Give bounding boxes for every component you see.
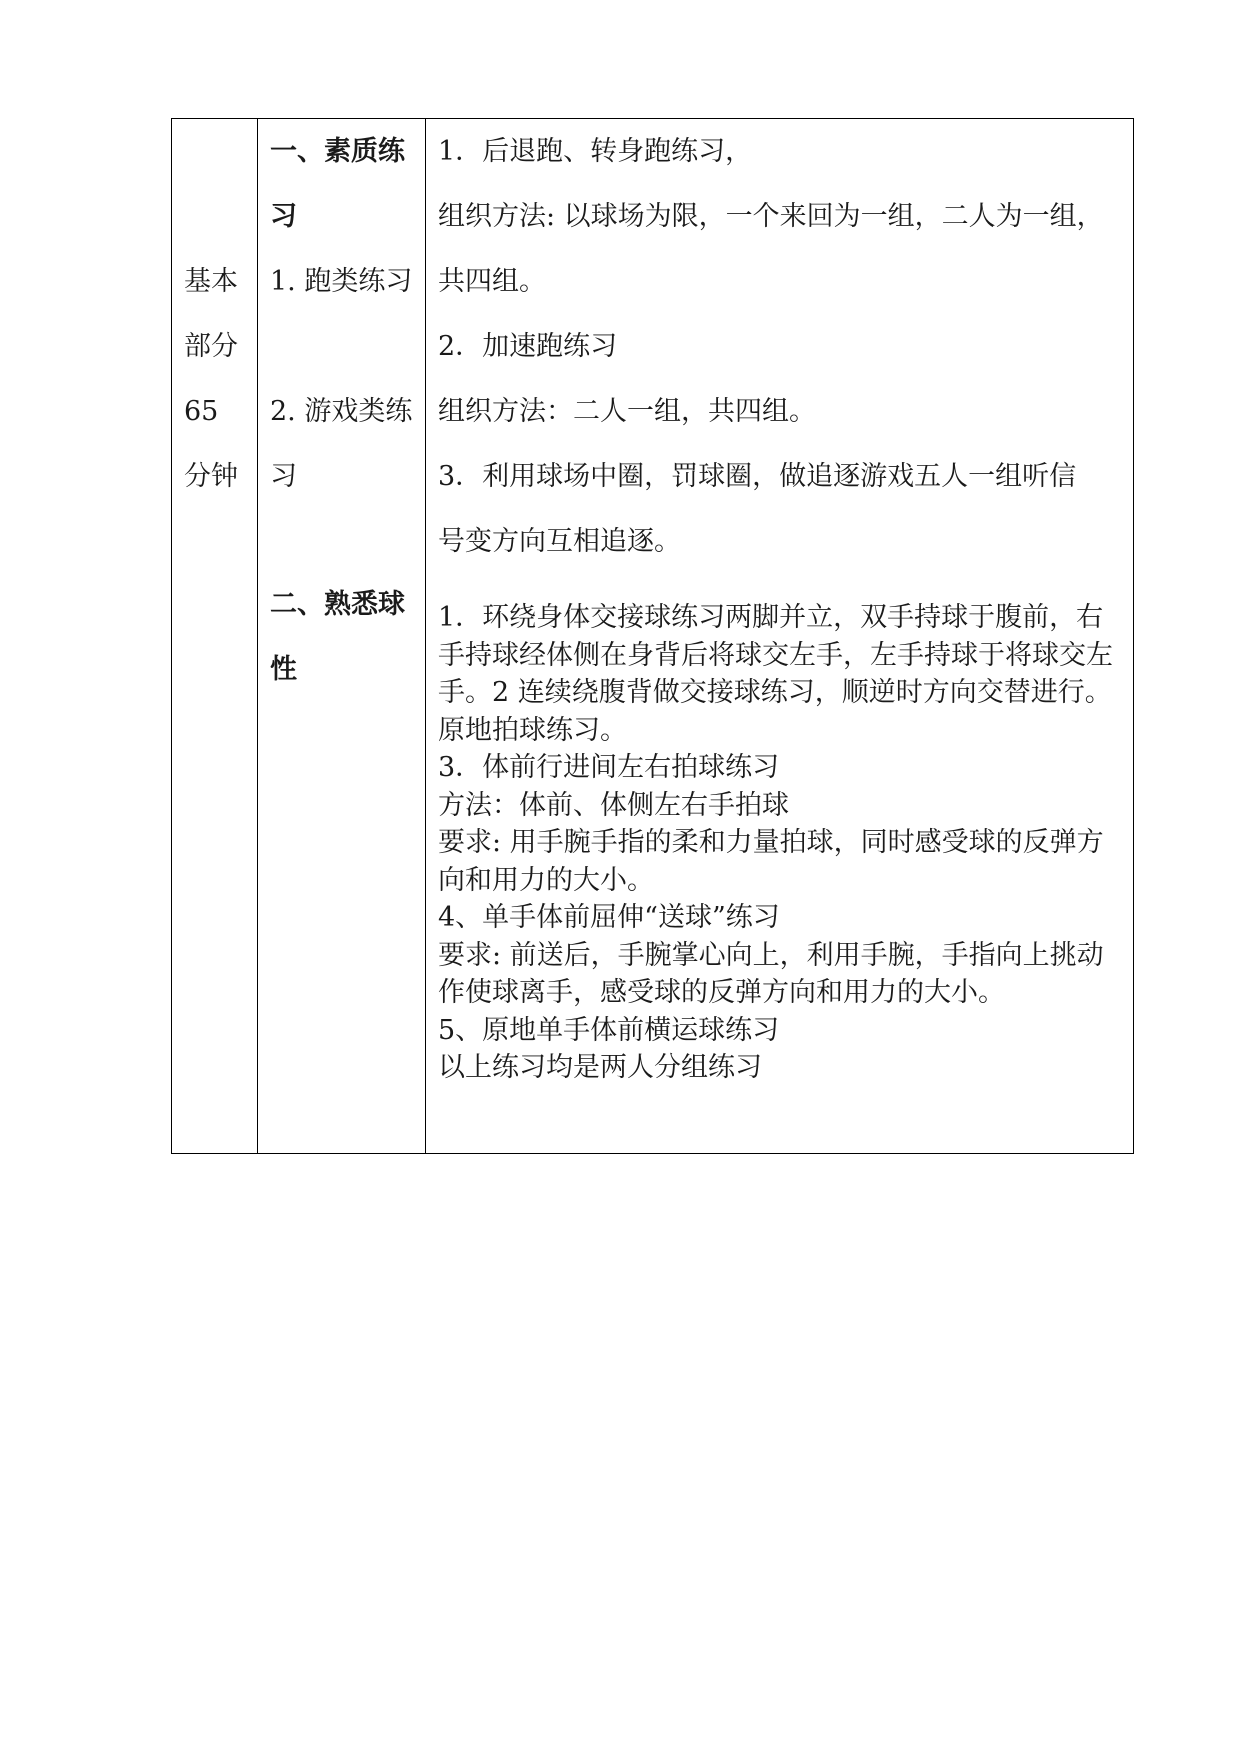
ball-drill-item: 要求: 用手腕手指的柔和力量拍球，同时感受球的反弹方向和用力的大小。 bbox=[438, 827, 1104, 896]
ball-heading: 二、熟悉球 bbox=[270, 589, 405, 620]
drill-line: 共四组。 bbox=[438, 266, 546, 297]
ball-drill-item: 3．体前行进间左右拍球练习 bbox=[438, 752, 780, 783]
topics-column bbox=[259, 119, 425, 1153]
section-label-line: 基本 bbox=[184, 266, 238, 297]
drill-line: 组织方法: 以球场为限，一个来回为一组，二人为一组， bbox=[438, 201, 1104, 232]
ball-drill-item: 4、单手体前屈伸“送球”练习 bbox=[438, 902, 780, 933]
section-duration-unit: 分钟 bbox=[184, 461, 238, 492]
lesson-plan-table bbox=[171, 118, 1134, 1154]
ball-drills-block bbox=[438, 599, 1127, 1087]
ball-drill-item: 原地拍球练习。 bbox=[438, 714, 627, 746]
content-column bbox=[428, 119, 1133, 1153]
ball-drill-item: 1．环绕身体交接球练习两脚并立，双手持球于腹前，右手持球经体侧在身背后将球交左手，左手持球于将球交左手。2 连续绕腹背做交接球练习，顺逆时方向交替进行。 bbox=[438, 602, 1113, 708]
section-duration-number: 65 bbox=[184, 396, 219, 427]
drill-line: 1．后退跑、转身跑练习， bbox=[438, 136, 753, 167]
ball-drill-item: 以上练习均是两人分组练习 bbox=[438, 1052, 762, 1083]
game-topic: 2. 游戏类练 bbox=[270, 396, 413, 427]
ball-drill-item: 方法：体前、体侧左右手拍球 bbox=[438, 789, 789, 821]
quality-heading-cont: 习 bbox=[270, 201, 297, 232]
ball-heading-cont: 性 bbox=[270, 654, 297, 685]
ball-drill-item: 要求: 前送后，手腕掌心向上，利用手腕，手指向上挑动作使球离手，感受球的反弹方向和用力的大小。 bbox=[438, 939, 1104, 1008]
drill-line: 3．利用球场中圈，罚球圈，做追逐游戏五人一组听信 bbox=[438, 461, 1077, 492]
column-divider bbox=[257, 119, 258, 1153]
drill-line: 组织方法：二人一组，共四组。 bbox=[438, 396, 816, 427]
column-divider bbox=[425, 119, 426, 1153]
section-column bbox=[172, 119, 257, 1153]
ball-drill-item: 5、原地单手体前横运球练习 bbox=[438, 1014, 780, 1046]
quality-heading: 一、素质练 bbox=[270, 136, 405, 167]
game-topic-cont: 习 bbox=[270, 461, 297, 492]
running-topic: 1. 跑类练习 bbox=[270, 266, 413, 297]
drill-line: 2．加速跑练习 bbox=[438, 331, 618, 362]
section-label-line: 部分 bbox=[184, 331, 238, 362]
drill-line: 号变方向互相追逐。 bbox=[438, 526, 681, 557]
